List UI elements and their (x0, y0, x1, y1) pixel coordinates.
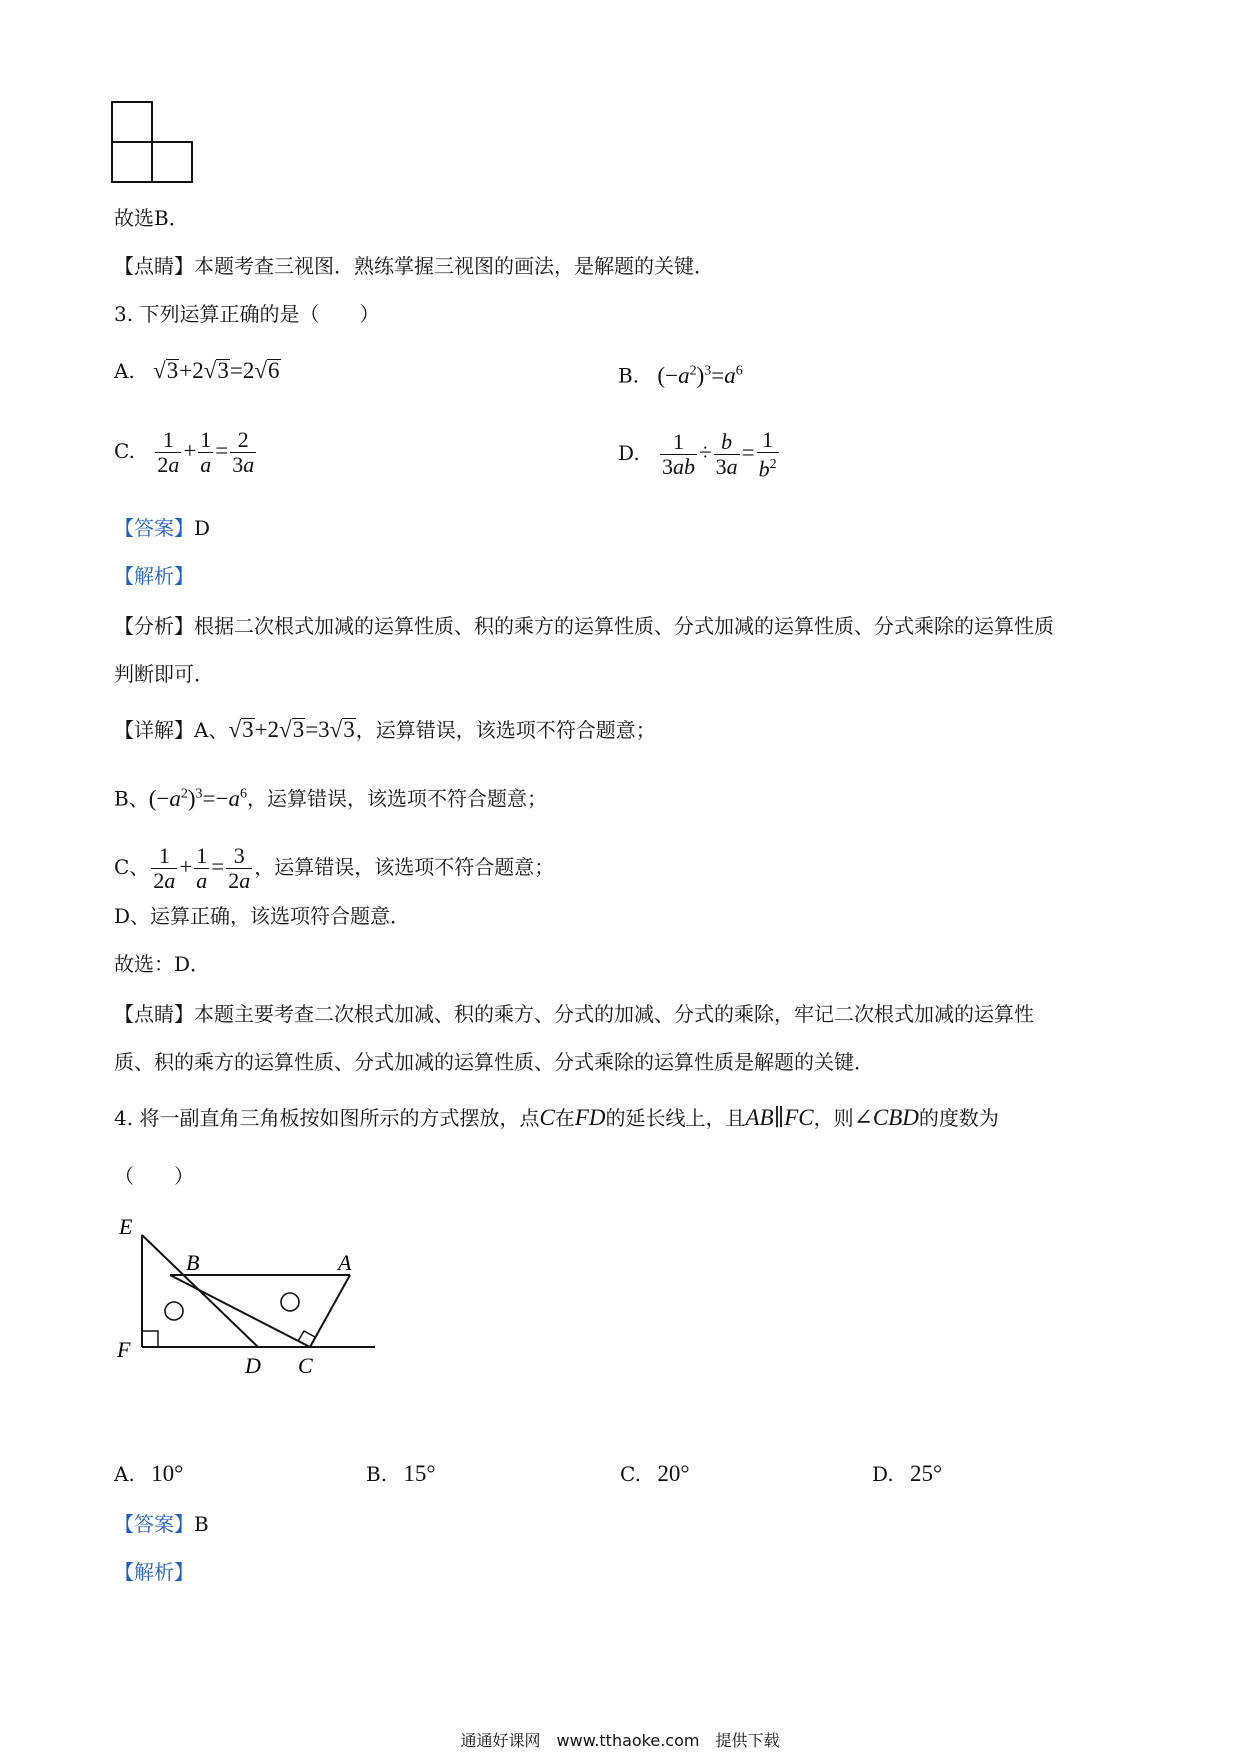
xiangjie-tag: 【详解】 (114, 718, 194, 742)
fenxi-text-1: 根据二次根式加减的运算性质、积的乘方的运算性质、分式加减的运算性质、分式乘除的运算性质 (194, 614, 1054, 638)
answer-4 (114, 1510, 209, 1538)
answer-value: D (194, 516, 211, 540)
dianjing-text: 本题考查三视图．熟练掌握三视图的画法，是解题的关键． (194, 254, 714, 278)
label-c: C (298, 1353, 313, 1378)
dianjing-2-line-2: 质、积的乘方的运算性质、分式加减的运算性质、分式乘除的运算性质是解题的关键． (114, 1050, 874, 1074)
q3-option-c-label: C. (114, 438, 135, 463)
answer-4-tag: 【答案】 (114, 1512, 194, 1536)
xiangjie-c-expr: $\frac{1}{2a}$ + $\frac{1}{a}$ = $\frac{3}{2a}$ (153, 843, 251, 893)
jiexi-3: 【解析】 (114, 564, 194, 588)
q4-stem-e: 的度数为 (918, 1106, 999, 1130)
q4-option-b (366, 1460, 436, 1488)
q4-option-d (872, 1460, 942, 1488)
q4-stem-b: 在 (554, 1106, 575, 1130)
q3-option-b (618, 357, 743, 390)
xiangjie-b (114, 780, 547, 813)
q4-option-d-label: D. (872, 1462, 894, 1486)
answer-4-value: B (194, 1512, 209, 1536)
label-f: F (117, 1337, 131, 1362)
three-view-figure (110, 100, 200, 186)
label-a: A (338, 1250, 352, 1275)
q3-option-b-expr: $(-a^2)^3=a^6$ (657, 362, 743, 388)
q4-angle: ∠CBD (853, 1105, 919, 1130)
xiangjie-d: D、运算正确，该选项符合题意． (114, 904, 411, 928)
q4-option-c-value: 20° (657, 1461, 690, 1486)
xiangjie-c-suffix: ，运算错误，该选项不符合题意； (254, 854, 555, 879)
dianjing-2-text-1: 本题主要考查二次根式加减、积的乘方、分式的加减、分式的乘除，牢记二次根式加减的运算性 (194, 1002, 1034, 1026)
xiangjie-a-prefix: A、 (194, 718, 229, 742)
xiangjie-b-prefix: B、 (114, 786, 149, 811)
label-e: E (119, 1214, 133, 1239)
q3-option-b-label: B. (618, 363, 640, 388)
answer-tag: 【答案】 (114, 516, 194, 540)
xiangjie-c (114, 844, 554, 893)
q3-option-d (618, 428, 781, 481)
q3-option-a (114, 357, 281, 385)
xiangjie-a-suffix: ，运算错误，该选项不符合题意； (355, 718, 656, 742)
xiangjie-conclusion: 故选：D． (114, 952, 211, 976)
q4-seg-fd: FD (574, 1105, 606, 1130)
fenxi-line-2: 判断即可． (114, 662, 214, 686)
fenxi-line-1 (114, 612, 1054, 640)
jiexi-4: 【解析】 (114, 1560, 194, 1584)
answer-3 (114, 514, 210, 542)
xiangjie-b-expr: $(-a^2)^3=-a^6$ (148, 785, 247, 811)
q4-option-b-label: B. (366, 1462, 388, 1486)
q3-option-d-expr: $\frac{1}{3ab}$ ÷ $\frac{b}{3a}$ = $\frac{1}{b^2}$ (662, 427, 777, 482)
q3-option-c (114, 428, 258, 477)
q4-option-a-label: A. (114, 1462, 135, 1486)
question-3-stem: 3. 下列运算正确的是（ ） (114, 302, 380, 326)
xiangjie-a-expr: √3+2√3=3√3 (228, 717, 355, 742)
dianjing-2-tag: 【点睛】 (114, 1002, 194, 1026)
q4-option-c-label: C. (620, 1462, 641, 1486)
q3-option-d-label: D. (618, 440, 640, 465)
xiangjie-a (114, 716, 656, 744)
dianjing-2-line-1 (114, 1000, 1034, 1028)
triangle-figure (110, 1210, 390, 1380)
fenxi-tag: 【分析】 (114, 614, 194, 638)
q4-cond: AB∥FC (745, 1105, 814, 1130)
q4-option-a (114, 1460, 183, 1488)
q4-option-a-value: 10° (151, 1461, 184, 1486)
q3-option-a-expr: √3+2√3=2√6 (153, 358, 280, 383)
xiangjie-c-prefix: C、 (114, 854, 150, 879)
page-footer: 通通好课网 www.tthaoke.com 提供下载 (460, 1731, 780, 1750)
label-d: D (245, 1353, 261, 1378)
xiangjie-b-suffix: ，运算错误，该选项不符合题意； (246, 786, 547, 811)
q3-option-a-label: A. (114, 359, 135, 383)
q4-stem-a: 4. 将一副直角三角板按如图所示的方式摆放，点 (114, 1106, 540, 1130)
q4-stem-d: ，则 (813, 1106, 854, 1130)
dianjing-tag: 【点睛】 (114, 254, 194, 278)
q4-point-c: C (539, 1105, 555, 1130)
question-4-stem (114, 1104, 999, 1132)
q3-option-c-expr: $\frac{1}{2a}$ + $\frac{1}{a}$ = $\frac{2}{3a}$ (157, 427, 255, 477)
dianjing-1 (114, 252, 714, 280)
label-b: B (186, 1250, 200, 1275)
q4-option-d-value: 25° (910, 1461, 943, 1486)
q4-option-b-value: 15° (403, 1461, 436, 1486)
q4-option-c (620, 1460, 690, 1488)
q4-stem-c: 的延长线上，且 (605, 1106, 746, 1130)
choose-b-text: 故选B． (114, 206, 189, 230)
q4-paren: （ ） (114, 1164, 194, 1188)
